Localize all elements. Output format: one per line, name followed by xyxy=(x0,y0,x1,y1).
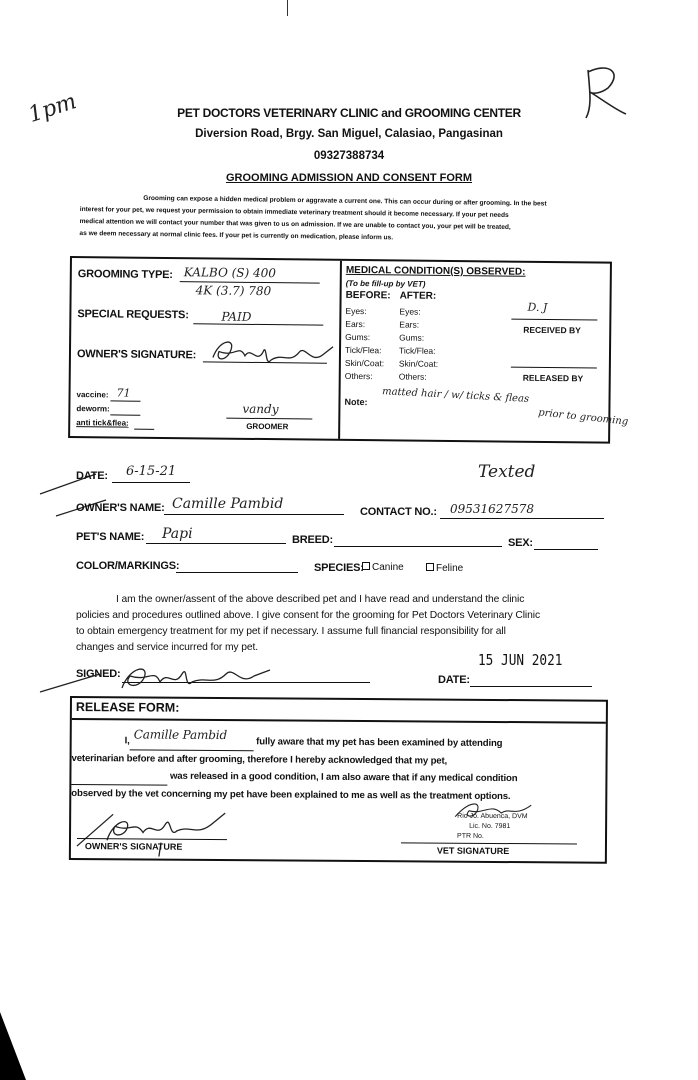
feline-checkbox[interactable] xyxy=(426,563,434,571)
time-annotation: 1pm xyxy=(25,89,80,128)
texted-annotation: Texted xyxy=(478,462,536,482)
release-title: RELEASE FORM: xyxy=(75,700,180,715)
owners-name-label: OWNER'S NAME: xyxy=(76,502,165,514)
released-by-label: RELEASED BY xyxy=(522,372,584,384)
before-item: Ears: xyxy=(345,318,366,330)
released-by-line xyxy=(511,367,597,369)
date-value: 6-15-21 xyxy=(126,464,177,479)
consent-line: I am the owner/assent of the above described pet and I have read and understand the clinic xyxy=(116,594,525,605)
breed-line xyxy=(334,546,502,547)
received-by-label: RECEIVED BY xyxy=(523,324,581,336)
vet-signature-label: VET SIGNATURE xyxy=(436,845,510,857)
received-by-line xyxy=(511,319,597,321)
intro-line: as we deem necessary at normal clinic fees. If your pet is currently on medication, please inform us. xyxy=(79,229,394,242)
consent-signature-scribble xyxy=(30,656,310,694)
note-value-2: prior to grooming xyxy=(537,407,629,428)
scan-edge-shadow xyxy=(0,1000,30,1080)
after-item: Others: xyxy=(398,371,427,382)
release-name-field xyxy=(130,727,254,751)
vet-license: Lic. No. 7981 xyxy=(469,822,511,831)
deworm-label: deworm: xyxy=(76,404,110,414)
owners-signature-label: OWNER'S SIGNATURE: xyxy=(76,348,197,362)
release-form-box xyxy=(69,696,608,864)
release-pet-blank xyxy=(71,767,167,786)
after-item: Skin/Coat: xyxy=(398,358,439,369)
before-item: Tick/Flea: xyxy=(344,344,382,356)
consent-date-line xyxy=(470,686,592,687)
consent-date-label: DATE: xyxy=(438,674,470,686)
before-items xyxy=(345,305,385,383)
vaccine-line xyxy=(110,400,140,401)
consent-paragraph xyxy=(76,592,604,656)
after-label: AFTER: xyxy=(399,290,437,302)
special-requests-label: SPECIAL REQUESTS: xyxy=(77,308,189,322)
grooming-type-label: GROOMING TYPE: xyxy=(77,268,173,282)
stamped-date: 15 JUN 2021 xyxy=(478,651,563,669)
color-markings-line xyxy=(176,572,298,573)
received-by-value: D. J xyxy=(527,300,548,315)
owner-signature-scribble xyxy=(205,333,337,368)
corner-initial-text xyxy=(590,78,591,79)
canine-checkbox[interactable] xyxy=(362,562,370,570)
clinic-phone: 09327388734 xyxy=(313,150,385,162)
release-line-3-rest: was released in a good condition, I am also aware that if any medical condition xyxy=(169,770,518,785)
after-item: Eyes: xyxy=(399,306,421,317)
pets-name-label: PET'S NAME: xyxy=(76,531,145,543)
special-requests-value: PAID xyxy=(221,309,252,324)
before-label: BEFORE: xyxy=(345,289,391,302)
before-item: Skin/Coat: xyxy=(344,357,385,369)
clinic-name: PET DOCTORS VETERINARY CLINIC and GROOMING CENTER xyxy=(177,106,521,120)
anti-tick-label: anti tick&flea: xyxy=(76,418,129,428)
vet-signature-scribble xyxy=(451,797,541,826)
clinic-address: Diversion Road, Brgy. San Miguel, Calasiao, Pangasinan xyxy=(195,128,503,140)
date-label: DATE: xyxy=(76,470,108,482)
contact-line xyxy=(440,518,604,519)
top-tick-mark xyxy=(287,0,288,16)
consent-line: to obtain emergency treatment for my pet if necessary. I assume full financial responsibility for all xyxy=(76,626,506,637)
owners-name-line xyxy=(164,514,344,515)
feline-label: Feline xyxy=(436,563,464,574)
intro-line: medical attention we will contact your number that was given to us on admission. If we are unable to contact you, your pet will be treated, xyxy=(79,217,511,232)
consent-line: policies and procedures outlined above. I give consent for the grooming for Pet Doctors Veterinary Clinic xyxy=(76,610,540,621)
release-line-1-rest: fully aware that my pet has been examined by attending xyxy=(256,736,503,750)
deworm-line xyxy=(110,414,140,415)
groomer-label: GROOMER xyxy=(246,421,289,432)
pets-name-value: Papi xyxy=(162,526,193,542)
grooming-type-value: KALBO (S) 400 xyxy=(183,265,277,281)
canine-label: Canine xyxy=(372,562,404,573)
release-name-value: Camille Pambid xyxy=(133,727,228,743)
release-line-4: observed by the vet concerning my pet have been explained to me as well as the treatment options. xyxy=(71,788,511,803)
owner-signature-label: OWNER'S SIGNATURE xyxy=(84,841,183,852)
box-divider xyxy=(338,261,342,439)
release-line-1 xyxy=(72,727,600,754)
medical-subtitle: (To be fill-up by VET) xyxy=(345,278,426,289)
signed-label: SIGNED: xyxy=(76,668,121,680)
intro-line: Grooming can expose a hidden medical problem or aggravate a current one. This can occur during or after grooming. In the best xyxy=(143,194,547,208)
breed-label: BREED: xyxy=(292,534,333,546)
before-item: Others: xyxy=(344,370,373,382)
consent-line: changes and service incurred for my pet. xyxy=(76,642,259,653)
grooming-details-box xyxy=(68,256,612,444)
date-line xyxy=(112,482,190,483)
species-label: SPECIES: xyxy=(314,562,364,574)
contact-value: 09531627578 xyxy=(450,502,534,516)
grooming-type-value-2: 4K (3.7) 780 xyxy=(195,283,272,299)
sex-line xyxy=(534,549,598,550)
contact-label: CONTACT NO.: xyxy=(360,506,437,518)
vaccine-value: 71 xyxy=(116,386,131,400)
vaccine-label: vaccine: xyxy=(76,390,109,400)
intro-paragraph xyxy=(79,192,610,247)
after-item: Gums: xyxy=(399,332,425,343)
color-markings-label: COLOR/MARKINGS: xyxy=(76,560,180,572)
medical-title: MEDICAL CONDITION(S) OBSERVED: xyxy=(345,264,526,278)
sex-label: SEX: xyxy=(508,537,533,549)
note-label: Note: xyxy=(344,396,368,408)
groomer-value: vandy xyxy=(242,401,279,417)
anti-tick-line xyxy=(134,429,154,430)
groomer-line xyxy=(226,418,312,420)
note-value: matted hair / w/ ticks & fleas xyxy=(381,386,530,405)
after-item: Ears: xyxy=(399,319,420,330)
vet-ptr: PTR No. xyxy=(457,832,484,840)
special-requests-line xyxy=(193,323,323,325)
owners-name-value: Camille Pambid xyxy=(172,496,284,512)
release-paragraph xyxy=(71,727,599,806)
release-i-label: I, xyxy=(124,735,130,747)
pets-name-line xyxy=(146,543,286,544)
species-feline[interactable] xyxy=(426,563,463,574)
before-item: Eyes: xyxy=(345,305,367,317)
vet-signature-line xyxy=(401,842,577,844)
species-canine[interactable] xyxy=(362,562,404,573)
after-item: Tick/Flea: xyxy=(398,345,436,356)
intro-line: interest for your pet, we request your permission to obtain immediate veterinary treatment should it become necessary. If your pet needs xyxy=(79,205,509,219)
before-item: Gums: xyxy=(345,331,371,343)
after-items xyxy=(399,305,439,383)
vet-name: Rio Jo. Abuenca, DVM xyxy=(457,812,528,821)
form-title: GROOMING ADMISSION AND CONSENT FORM xyxy=(225,172,473,184)
release-title-rule xyxy=(72,718,606,724)
release-line-2: veterinarian before and after grooming, therefore I hereby acknowledged that my pet, xyxy=(71,753,448,767)
